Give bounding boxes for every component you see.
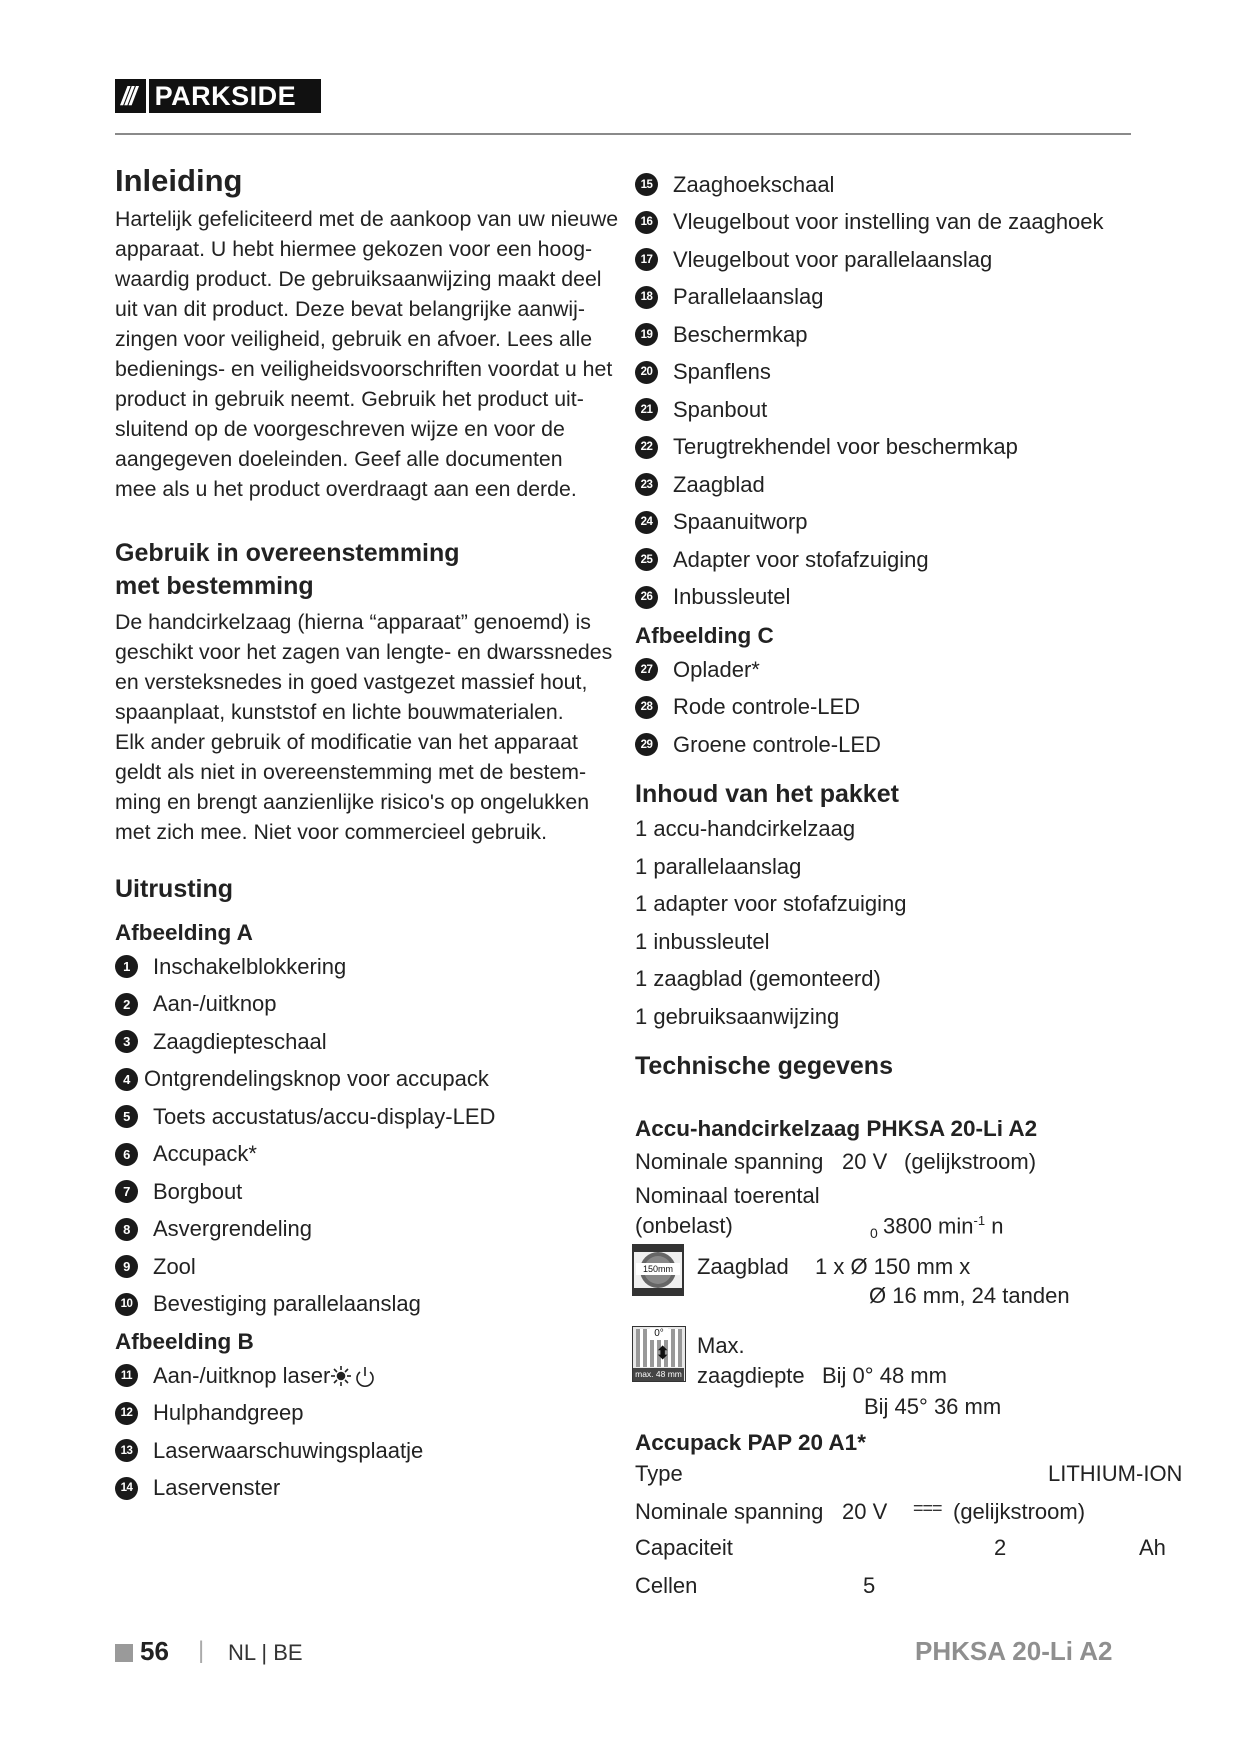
use-title-line-1: Gebruik in overeenstemming bbox=[115, 539, 460, 567]
left-column bbox=[115, 163, 620, 1507]
logo-text: PARKSIDE bbox=[154, 80, 297, 111]
list-item bbox=[635, 241, 1195, 279]
item-label: Terugtrekhendel voor beschermkap bbox=[673, 434, 1018, 460]
item-label: Zool bbox=[153, 1253, 196, 1279]
list-item bbox=[115, 1136, 620, 1174]
figure-b-list bbox=[115, 1357, 620, 1507]
item-label: Rode controle-LED bbox=[673, 694, 861, 720]
figure-b-list-continued bbox=[635, 166, 1195, 616]
list-item bbox=[635, 354, 1195, 392]
figure-a-list bbox=[115, 948, 620, 1323]
use-paragraph bbox=[115, 607, 620, 847]
number-badge: 25 bbox=[635, 548, 658, 571]
package-item: 1 zaagblad (gemonteerd) bbox=[635, 966, 881, 992]
item-label: Adapter voor stofafzuiging bbox=[673, 546, 929, 572]
equipment-title: Uitrusting bbox=[115, 875, 234, 903]
figure-a-title: Afbeelding A bbox=[115, 920, 253, 945]
pack-voltage-value: 20 V bbox=[842, 1499, 888, 1524]
logo-slashes: /// bbox=[121, 80, 134, 111]
pack-voltage-note: (gelijkstroom) bbox=[953, 1499, 1086, 1524]
figure-b-title: Afbeelding B bbox=[115, 1329, 254, 1354]
number-badge: 29 bbox=[635, 733, 658, 756]
saw-voltage-label: Nominale spanning bbox=[635, 1149, 824, 1174]
package-item: 1 accu-handcirkelzaag bbox=[635, 816, 856, 842]
number-badge: 8 bbox=[115, 1218, 138, 1241]
list-item bbox=[635, 204, 1195, 242]
intro-line: Hartelijk gefeliciteerd met de aankoop van uw nieuwe bbox=[115, 207, 619, 231]
depth-icon-angle: 0° bbox=[650, 1328, 668, 1340]
number-badge: 13 bbox=[115, 1439, 138, 1462]
intro-line: bedienings- en veiligheidsvoorschriften voordat u het bbox=[115, 357, 613, 381]
speed-label-2: (onbelast) bbox=[635, 1213, 733, 1238]
item-label: Spaanuitworp bbox=[673, 509, 808, 535]
list-item bbox=[635, 166, 1195, 204]
package-item: 1 gebruiksaanwijzing bbox=[635, 1003, 840, 1029]
depth-value-2: Bij 45° 36 mm bbox=[864, 1394, 1002, 1419]
list-item bbox=[115, 948, 620, 986]
blade-label: Zaagblad bbox=[697, 1254, 789, 1279]
depth-label-1: Max. bbox=[697, 1333, 745, 1358]
intro-title: Inleiding bbox=[115, 163, 243, 198]
list-item bbox=[635, 541, 1195, 579]
right-column bbox=[635, 166, 1195, 1083]
item-label: Spanbout bbox=[673, 396, 768, 422]
use-line: en versteksnedes in goed vastgezet massief hout, bbox=[115, 670, 588, 694]
item-label: Bevestiging parallelaanslag bbox=[153, 1291, 421, 1317]
number-badge: 15 bbox=[635, 173, 658, 196]
list-item bbox=[115, 1248, 620, 1286]
list-item bbox=[115, 1286, 620, 1324]
item-label: Hulphandgreep bbox=[153, 1400, 304, 1426]
item-label: Zaagdiepteschaal bbox=[153, 1028, 327, 1054]
item-label: Zaagblad bbox=[673, 471, 765, 497]
capacity-label: Capaciteit bbox=[635, 1535, 733, 1560]
page-marker bbox=[115, 1644, 133, 1662]
list-item bbox=[115, 1211, 620, 1249]
number-badge: 5 bbox=[115, 1105, 138, 1128]
cells-label: Cellen bbox=[635, 1573, 698, 1598]
list-item bbox=[635, 391, 1195, 429]
item-label: Aan-/uitknop laser bbox=[153, 1362, 331, 1388]
number-badge: 26 bbox=[635, 586, 658, 609]
cutting-depth-icon bbox=[632, 1326, 686, 1382]
item-label: Parallelaanslag bbox=[673, 284, 824, 310]
number-badge: 21 bbox=[635, 398, 658, 421]
saw-voltage-value: 20 V bbox=[842, 1149, 888, 1174]
intro-line: waardig product. De gebruiksaanwijzing maakt deel bbox=[115, 267, 602, 291]
use-line: ming en brengt aanzienlijke risico's op ongelukken bbox=[115, 790, 590, 814]
item-label: Vleugelbout voor instelling van de zaaghoek bbox=[673, 209, 1104, 235]
blade-value-1: 1 x Ø 150 mm x bbox=[815, 1254, 971, 1279]
use-line: met zich mee. Niet voor commercieel gebruik. bbox=[115, 820, 548, 844]
package-item: 1 adapter voor stofafzuiging bbox=[635, 891, 907, 917]
footer-divider: | bbox=[198, 1637, 205, 1664]
language-code: NL | BE bbox=[228, 1640, 303, 1665]
parkside-logo bbox=[115, 79, 321, 113]
saw-model-heading: Accu-handcirkelzaag PHKSA 20-Li A2 bbox=[635, 1116, 1038, 1141]
list-item bbox=[115, 1023, 620, 1061]
item-label: Laserwaarschuwingsplaatje bbox=[153, 1437, 424, 1463]
intro-line: aangegeven doeleinden. Geef alle documenten bbox=[115, 447, 563, 471]
number-badge: 28 bbox=[635, 696, 658, 719]
use-line: spaanplaat, kunststof en lichte bouwmaterialen. bbox=[115, 700, 564, 724]
item-label: Oplader* bbox=[673, 656, 760, 682]
pack-spec-title bbox=[635, 1428, 866, 1458]
number-badge: 18 bbox=[635, 286, 658, 309]
intro-paragraph bbox=[115, 204, 620, 504]
item-label: Spanflens bbox=[673, 359, 771, 385]
list-item bbox=[635, 689, 1195, 727]
list-item bbox=[115, 1395, 620, 1433]
item-label: Inbussleutel bbox=[673, 584, 791, 610]
list-item bbox=[115, 986, 620, 1024]
speed-label-1: Nominaal toerental bbox=[635, 1183, 820, 1208]
logo-separator bbox=[146, 79, 149, 113]
item-label: Beschermkap bbox=[673, 321, 808, 347]
package-list bbox=[635, 811, 1195, 1036]
use-title-line-2: met bestemming bbox=[115, 572, 314, 600]
list-item bbox=[115, 1098, 620, 1136]
list-item bbox=[115, 1432, 620, 1470]
number-badge: 4 bbox=[115, 1068, 138, 1091]
saw-spec-title bbox=[635, 1114, 1037, 1144]
list-item bbox=[115, 1470, 620, 1508]
number-badge: 6 bbox=[115, 1143, 138, 1166]
item-label: Laservenster bbox=[153, 1475, 281, 1501]
number-badge: 16 bbox=[635, 211, 658, 234]
intro-line: mee als u het product overdraagt aan een derde. bbox=[115, 477, 577, 501]
number-badge: 3 bbox=[115, 1030, 138, 1053]
number-badge: 12 bbox=[115, 1402, 138, 1425]
list-item bbox=[115, 1173, 620, 1211]
item-label: Borgbout bbox=[153, 1178, 243, 1204]
number-badge: 7 bbox=[115, 1180, 138, 1203]
use-line: De handcirkelzaag (hierna “apparaat” genoemd) is bbox=[115, 610, 591, 634]
item-label: Asvergrendeling bbox=[153, 1216, 312, 1242]
use-line: geschikt voor het zagen van lengte- en dwarssnedes bbox=[115, 640, 613, 664]
list-item bbox=[635, 726, 1195, 764]
speed-value bbox=[883, 1213, 1003, 1239]
list-item bbox=[635, 504, 1195, 542]
use-title bbox=[115, 537, 620, 603]
item-label: Inschakelblokkering bbox=[153, 953, 347, 979]
intro-line: zingen voor veiligheid, gebruik en afvoer. Lees alle bbox=[115, 327, 593, 351]
item-label: Accupack* bbox=[153, 1141, 257, 1167]
list-item bbox=[635, 579, 1195, 617]
number-badge: 9 bbox=[115, 1255, 138, 1278]
saw-voltage-note: (gelijkstroom) bbox=[904, 1149, 1037, 1174]
package-item: 1 parallelaanslag bbox=[635, 853, 802, 879]
technical-data-title: Technische gegevens bbox=[635, 1051, 893, 1080]
figure-c-title: Afbeelding C bbox=[635, 623, 774, 648]
number-badge: 17 bbox=[635, 248, 658, 271]
model-name: PHKSA 20-Li A2 bbox=[915, 1636, 1113, 1666]
speed-exponent: -1 bbox=[973, 1213, 986, 1228]
number-badge: 20 bbox=[635, 361, 658, 384]
laser-power-icon bbox=[331, 1364, 375, 1388]
depth-value-1: Bij 0° 48 mm bbox=[822, 1363, 947, 1388]
item-label: Zaaghoekschaal bbox=[673, 171, 835, 197]
list-item bbox=[635, 651, 1195, 689]
package-item: 1 inbussleutel bbox=[635, 928, 770, 954]
list-item bbox=[115, 1061, 620, 1099]
pack-voltage-label: Nominale spanning bbox=[635, 1499, 824, 1524]
depth-label-2: zaagdiepte bbox=[697, 1363, 805, 1388]
item-label: Groene controle-LED bbox=[673, 731, 881, 757]
intro-line: product in gebruik neemt. Gebruik het product uit- bbox=[115, 387, 584, 411]
number-badge: 22 bbox=[635, 436, 658, 459]
list-item bbox=[635, 466, 1195, 504]
pack-type-label: Type bbox=[635, 1461, 683, 1486]
intro-line: uit van dit product. Deze bevat belangrijke aanwij- bbox=[115, 297, 585, 321]
header-divider bbox=[115, 133, 1131, 135]
pack-model-heading: Accupack PAP 20 A1* bbox=[635, 1430, 866, 1455]
item-label: Toets accustatus/accu-display-LED bbox=[153, 1103, 496, 1129]
speed-unit: n bbox=[991, 1213, 1004, 1239]
number-badge: 2 bbox=[115, 993, 138, 1016]
speed-subscript: 0 bbox=[870, 1225, 878, 1241]
capacity-value: 2 bbox=[994, 1535, 1007, 1560]
number-badge: 11 bbox=[115, 1364, 138, 1387]
depth-icon-max: max. 48 mm bbox=[633, 1368, 684, 1381]
pack-type-value: LITHIUM-ION bbox=[1048, 1461, 1183, 1486]
item-label: Vleugelbout voor parallelaanslag bbox=[673, 246, 993, 272]
number-badge: 23 bbox=[635, 473, 658, 496]
item-label: Ontgrendelingsknop voor accupack bbox=[144, 1066, 489, 1092]
number-badge: 1 bbox=[115, 955, 138, 978]
list-item bbox=[635, 316, 1195, 354]
cells-value: 5 bbox=[863, 1573, 876, 1598]
item-label: Aan-/uitknop bbox=[153, 991, 277, 1017]
use-line: Elk ander gebruik of modificatie van het apparaat bbox=[115, 730, 578, 754]
depth-arrow-icon: ⬍ bbox=[655, 1343, 671, 1363]
blade-value-2: Ø 16 mm, 24 tanden bbox=[869, 1283, 1070, 1308]
list-item bbox=[635, 429, 1195, 467]
number-badge: 24 bbox=[635, 511, 658, 534]
intro-line: sluitend op de voorgeschreven wijze en voor de bbox=[115, 417, 565, 441]
capacity-unit: Ah bbox=[1139, 1535, 1166, 1560]
figure-c-list bbox=[635, 651, 1195, 764]
number-badge: 10 bbox=[115, 1293, 138, 1316]
saw-blade-icon bbox=[632, 1244, 684, 1296]
list-item bbox=[115, 1357, 620, 1395]
blade-icon-label: 150mm bbox=[636, 1263, 680, 1275]
use-line: geldt als niet in overeenstemming met de bestem- bbox=[115, 760, 587, 784]
list-item bbox=[635, 279, 1195, 317]
intro-line: apparaat. U hebt hiermee gekozen voor een hoog- bbox=[115, 237, 593, 261]
package-title: Inhoud van het pakket bbox=[635, 779, 899, 808]
number-badge: 19 bbox=[635, 323, 658, 346]
number-badge: 27 bbox=[635, 658, 658, 681]
number-badge: 14 bbox=[115, 1477, 138, 1500]
page-number: 56 bbox=[140, 1636, 169, 1666]
dc-symbol-icon: === bbox=[913, 1498, 942, 1518]
speed-number: 3800 min bbox=[883, 1213, 974, 1239]
